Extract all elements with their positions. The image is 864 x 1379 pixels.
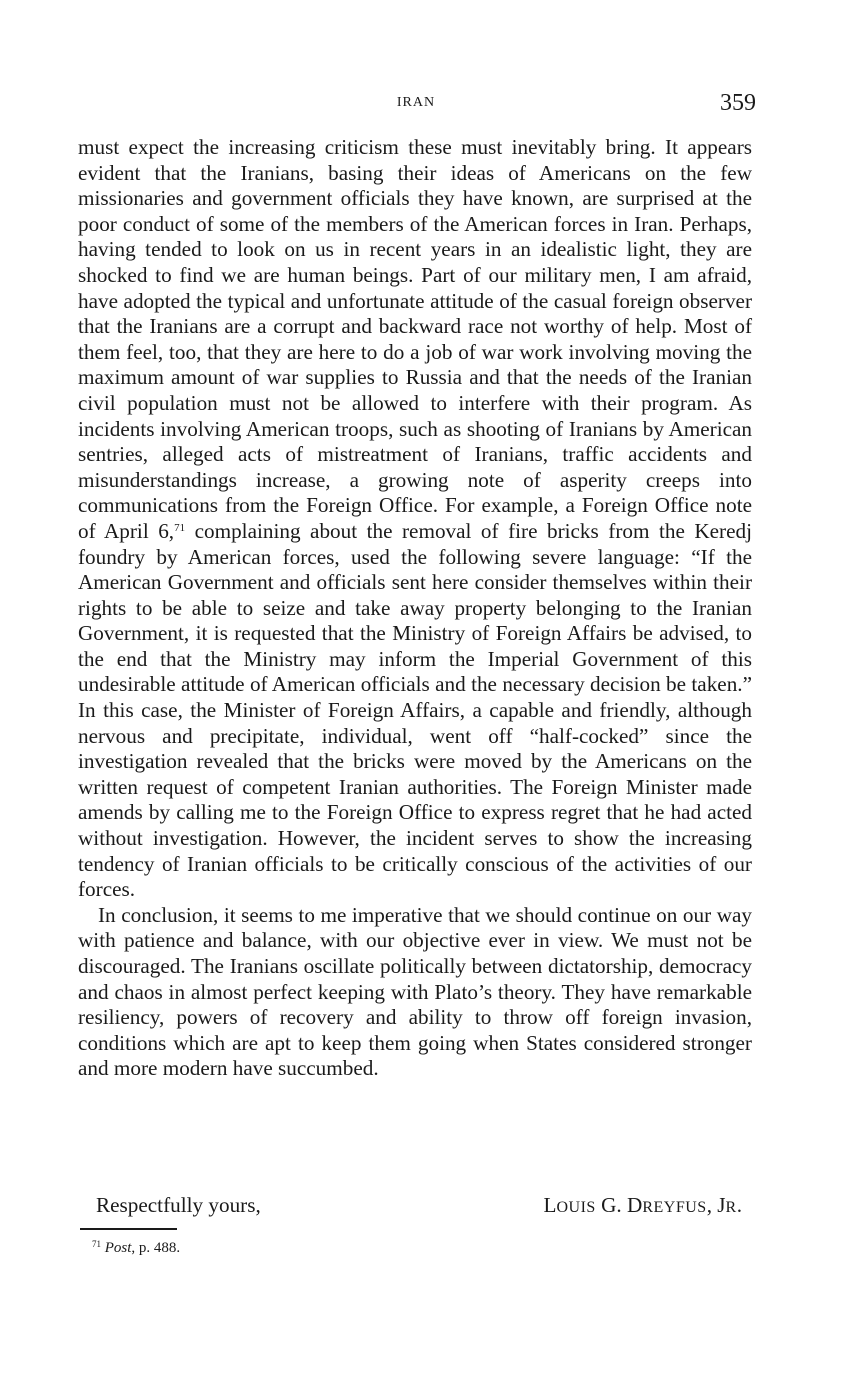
closing: [78, 1193, 742, 1221]
paragraph-1-text-a: must expect the increasing criticism these must inevitably bring. It appears evident that the Iranians, basing their ideas of Americans on the few missionaries and government officials they have known, are surprised at the poor conduct of some of the members of the American forces in Iran. Perhaps, having tended to look on us in recent years in an idealistic light, they are shocked to find we are human beings. Part of our military men, I am afraid, have adopted the typical and unfortunate attitude of the casual foreign observer that the Iranians are a corrupt and backward race not worthy of help. Most of them feel, too, that they are here to do a job of war work involving moving the maximum amount of war supplies to Russia and that the needs of the Iranian civil population must not be allowed to interfere with their program. As incidents involving American troops, such as shooting of Iranians by American sentries, alleged acts of mistreatment of Iranians, traffic accidents and misunderstandings increase, a growing note of asperity creeps into communications from the Foreign Office. For example, a Foreign Office note of April 6,: [78, 135, 752, 543]
body-text: [78, 135, 752, 1082]
footnote: [92, 1240, 180, 1257]
signature-part: G. D: [595, 1193, 643, 1217]
paragraph-2: In conclusion, it seems to me imperative that we should continue on our way with patience and balance, with our objective ever in view. We must not be discouraged. The Iranians oscillate politically between dictatorship, democracy and chaos in almost perfect keeping with Plato’s theory. They have remarkable resiliency, powers of recovery and ability to throw off foreign invasion, conditions which are apt to keep them going when States considered stronger and more modern have succumbed.: [78, 902, 752, 1081]
signature-part: R: [725, 1199, 737, 1216]
paragraph-1-text-b: complaining about the removal of fire bricks from the Keredj foundry by American forces, used the following severe language: “If the American Government and officials sent here consider themselves within their rights to be able to seize and take away property belonging to the Iranian Government, it is requested that the Ministry of Foreign Affairs be advised, to the end that the Ministry may inform the Imperial Government of this undesirable attitude of American officials and the necessary decision be taken.” In this case, the Minister of Foreign Affairs, a capable and friendly, although nervous and precipitate, individual, went off “half-cocked” since the investigation revealed that the bricks were moved by the Americans on the written request of competent Iranian authorities. The Foreign Minister made amends by calling me to the Foreign Office to express regret that he had acted without investigation. However, the incident serves to show the increasing tendency of Iranian officials to be critically conscious of the activities of our forces.: [78, 518, 752, 902]
footnote-divider: [80, 1228, 177, 1230]
page-number: 359: [720, 90, 756, 116]
running-title: IRAN: [396, 95, 436, 110]
signature-part: , J: [706, 1193, 726, 1217]
signature: [544, 1193, 742, 1218]
footnote-reference: 71: [174, 521, 186, 534]
footnote-number: 71: [92, 1239, 101, 1249]
footnote-source: Post: [104, 1240, 132, 1256]
signature-part: L: [543, 1193, 557, 1217]
signature-part: OUIS: [556, 1199, 596, 1216]
paragraph-1: [78, 135, 752, 903]
footnote-page-ref: , p. 488.: [131, 1240, 181, 1256]
complimentary-close: Respectfully yours,: [96, 1193, 261, 1217]
signature-part: REYFUS: [642, 1199, 707, 1216]
running-head: [76, 92, 756, 122]
signature-part: .: [736, 1193, 742, 1217]
